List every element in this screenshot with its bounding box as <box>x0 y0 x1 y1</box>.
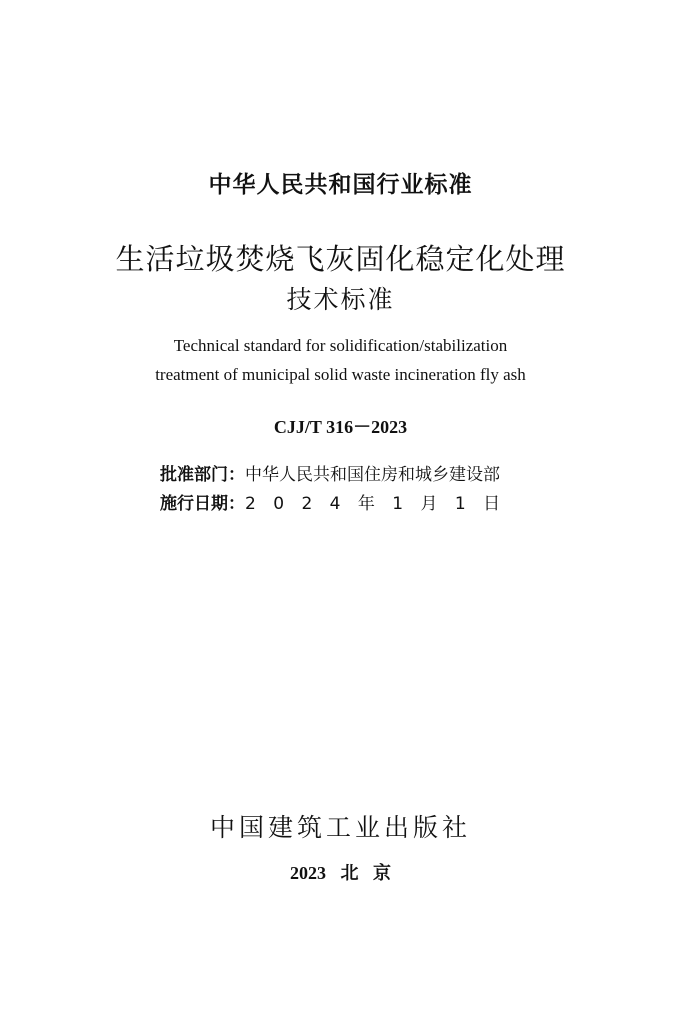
publisher-name: 中国建筑工业出版社 <box>209 813 471 842</box>
effective-date-value: 2 0 2 4 年 1 月 1 日 <box>245 494 501 514</box>
document-title-line1: 生活垃圾焚烧飞灰固化稳定化处理 <box>115 242 566 276</box>
effective-date-row <box>160 489 580 514</box>
approval-value: 中华人民共和国住房和城乡建设部 <box>245 465 500 485</box>
document-title-line2: 技术标准 <box>286 285 395 314</box>
standard-category: 中华人民共和国行业标准 <box>208 172 473 198</box>
effective-date-label: 施行日期： <box>160 494 245 514</box>
publication-place-year: 2023 北 京 <box>290 863 391 883</box>
standard-code: CJJ/T 316－2023 <box>273 417 408 437</box>
english-title-line2: treatment of municipal solid waste incineration fly ash <box>155 365 526 384</box>
approval-row <box>160 460 580 485</box>
english-title-line1: Technical standard for solidification/stabilization <box>173 336 508 355</box>
approval-label: 批准部门： <box>160 465 245 485</box>
